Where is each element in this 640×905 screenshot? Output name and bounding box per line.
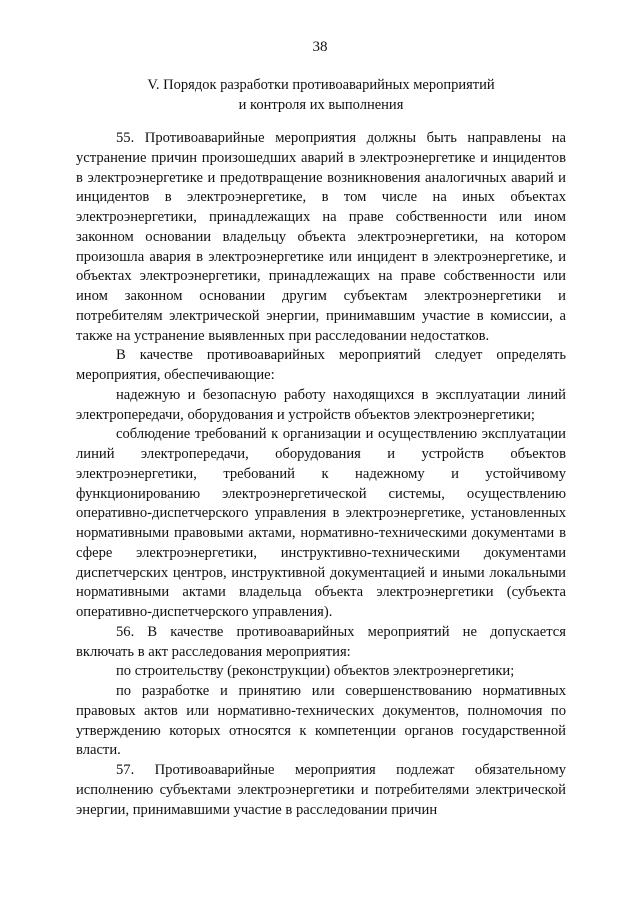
paragraph-regulations: по разработке и принятию или совершенствованию нормативных правовых актов или нормативно-технических документов, полномочия по утверждению которых относятся к компетенции органов государственной власти. — [76, 683, 566, 759]
section-heading — [76, 76, 566, 115]
paragraph-measures-intro: В качестве противоаварийных мероприятий следует определять мероприятия, обеспечивающие: — [76, 347, 566, 383]
page-number: 38 — [312, 39, 328, 55]
section-heading-line-1: V. Порядок разработки противоаварийных мероприятий — [147, 77, 495, 93]
body-text — [76, 129, 566, 820]
paragraph-56: 56. В качестве противоаварийных мероприятий не допускается включать в акт расследования мероприятия: — [76, 623, 566, 660]
paragraph-construction: по строительству (реконструкции) объектов электроэнергетики; — [116, 663, 515, 680]
section-heading-line-2: и контроля их выполнения — [238, 96, 404, 113]
paragraph-55: 55. Противоаварийные мероприятия должны быть направлены на устранение причин произошедших аварий в электроэнергетике и инцидентов в электроэнергетике и предотвращение возникновения аналогичных аварий и инцидентов в электроэнергетике, в том числе на иных объектах электроэнергетики, принадлежащих на праве собственности или ином законном основании владельцу объекта электроэнергетики, на котором произошла авария в электроэнергетике или инцидент в электроэнергетике, и объектах электроэнергетики, принадлежащих на праве собственности или ином законном основании другим субъектам электроэнергетики и потребителям электрической энергии, принимавшим участие в комиссии, а также на устранение выявленных при расследовании недостатков. — [76, 130, 566, 344]
paragraph-57: 57. Противоаварийные мероприятия подлежат обязательному исполнению субъектами электроэнергетики и потребителями электрической энергии, принимавшими участие в расследовании причин — [76, 762, 566, 818]
paragraph-compliance-requirements: соблюдение требований к организации и осуществлению эксплуатации линий электропередачи, оборудования и устройств объектов электроэнергетики, требований к надежному и устойчивому функционированию электроэнергетической системы, осуществлению оперативно-диспетчерского управления в электроэнергетике, установленных нормативными правовыми актами, нормативно-техническими документами в сфере электроэнергетики, инструктивно-техническими документами диспетчерских центров, инструктивной документацией и иными локальными нормативными актами владельца объекта электроэнергетики (субъекта оперативно-диспетчерского управления). — [76, 426, 566, 620]
paragraph-reliable-operation: надежную и безопасную работу находящихся в эксплуатации линий электропередачи, оборудования и устройств объектов электроэнергетики; — [76, 386, 566, 423]
